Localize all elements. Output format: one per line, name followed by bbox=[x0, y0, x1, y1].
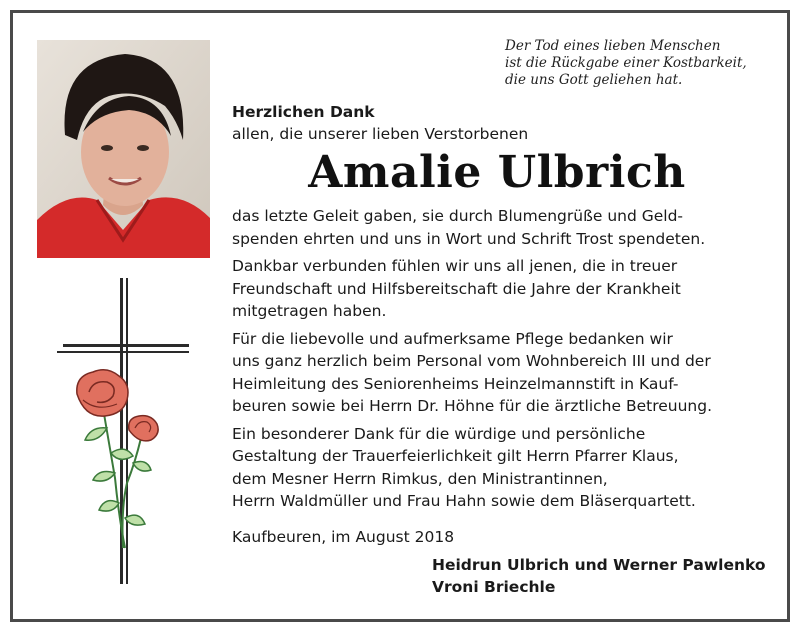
signer-line: Vroni Briechle bbox=[432, 578, 556, 596]
signer-line: Heidrun Ulbrich und Werner Pawlenko bbox=[432, 556, 766, 574]
body-line: dem Mesner Herrn Rimkus, den Ministrantinnen, bbox=[232, 469, 608, 488]
body-line: das letzte Geleit gaben, sie durch Blumengrüße und Geld- bbox=[232, 207, 684, 225]
portrait-photo bbox=[37, 40, 210, 258]
body-line: Ein besonderer Dank für die würdige und persönliche bbox=[232, 424, 646, 443]
deceased-name: Amalie Ulbrich bbox=[308, 147, 686, 198]
body-line: uns ganz herzlich beim Personal vom Wohnbereich III und der bbox=[232, 352, 711, 370]
body-line: Herrn Waldmüller und Frau Hahn sowie dem Bläserquartett. bbox=[232, 492, 696, 510]
quote-line: Der Tod eines lieben Menschen bbox=[505, 38, 721, 54]
thanks-heading: Herzlichen Dank bbox=[232, 103, 375, 121]
quote-line: die uns Gott geliehen hat. bbox=[505, 72, 683, 88]
body-line: spenden ehrten und uns in Wort und Schrift Trost spendeten. bbox=[232, 229, 706, 248]
body-line: Freundschaft und Hilfsbereitschaft die Jahre der Krankheit bbox=[232, 279, 681, 298]
body-line: Gestaltung der Trauerfeierlichkeit gilt Herrn Pfarrer Klaus, bbox=[232, 447, 679, 465]
place-and-date: Kaufbeuren, im August 2018 bbox=[232, 528, 455, 546]
paragraph bbox=[232, 423, 777, 513]
quote-line: ist die Rückgabe einer Kostbarkeit, bbox=[505, 55, 747, 71]
paragraph bbox=[232, 328, 777, 418]
signers bbox=[432, 554, 766, 598]
cross-with-roses-icon bbox=[55, 278, 195, 592]
paragraph bbox=[232, 255, 777, 323]
body-line: mitgetragen haben. bbox=[232, 302, 387, 320]
body-line: Dankbar verbunden fühlen wir uns all jenen, die in treuer bbox=[232, 257, 678, 275]
body-line: beuren sowie bei Herrn Dr. Höhne für die ärztliche Betreuung. bbox=[232, 397, 713, 415]
notice-body bbox=[232, 205, 777, 518]
body-line: Für die liebevolle und aufmerksame Pflege bedanken wir bbox=[232, 329, 673, 348]
body-line: Heimleitung des Seniorenheims Heinzelmannstift in Kauf- bbox=[232, 374, 679, 393]
memorial-quote bbox=[505, 38, 775, 89]
paragraph bbox=[232, 205, 777, 250]
thanks-intro-line: allen, die unserer lieben Verstorbenen bbox=[232, 125, 529, 143]
